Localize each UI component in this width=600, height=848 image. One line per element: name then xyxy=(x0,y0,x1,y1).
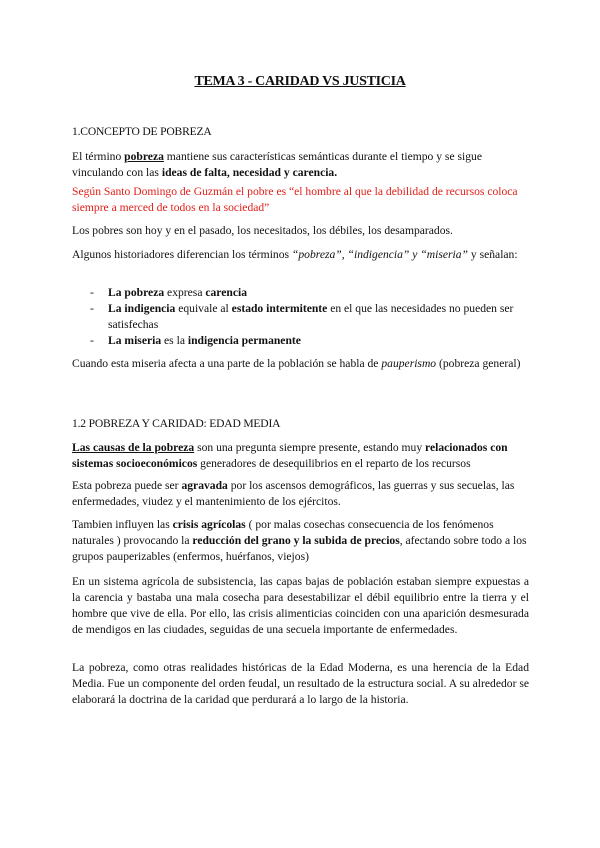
paragraph-herencia-edad-media: La pobreza, como otras realidades históricas de la Edad Moderna, es una herencia de la Edad Media. Fue un componente del orden feudal, un resultado de la estructura social. A su alrededor se elaborará la doctrina de la caridad que perdurará a lo largo de la historia. xyxy=(72,661,529,706)
list-item xyxy=(72,333,529,349)
paragraph-historiadores xyxy=(72,247,529,263)
text-run: equivale al xyxy=(175,302,232,315)
text-run-bold: relacionados con sistemas socioeconómicos xyxy=(72,441,508,470)
section-heading-concepto: 1.CONCEPTO DE POBREZA xyxy=(72,125,212,138)
text-run: (pobreza general) xyxy=(436,357,521,370)
text-run: generadores de desequilibrios en el reparto de los recursos xyxy=(197,457,471,470)
text-run-bold: Las causas de la pobreza xyxy=(72,441,195,454)
dash-bullet: - xyxy=(90,286,94,299)
paragraph-crisis-agricolas xyxy=(72,517,529,565)
text-run: son una pregunta siempre presente, estando muy xyxy=(194,441,426,454)
paragraph-cita-santo-domingo: Según Santo Domingo de Guzmán el pobre es “el hombre al que la debilidad de recursos coloca siempre a merced de todos en la sociedad” xyxy=(72,185,518,214)
text-run: en el que las necesidades no pueden ser satisfechas xyxy=(108,302,514,331)
paragraph-pauperismo xyxy=(72,356,529,372)
text-run-bold: agravada xyxy=(181,479,228,492)
text-run: es la xyxy=(161,334,188,347)
document-title: TEMA 3 - CARIDAD VS JUSTICIA xyxy=(194,74,406,89)
text-run: Cuando esta miseria afecta a una parte de la población se habla de xyxy=(72,357,382,370)
section-heading-edad-media: 1.2 POBREZA Y CARIDAD: EDAD MEDIA xyxy=(72,417,281,430)
text-run-bold: crisis agrícolas xyxy=(172,518,246,531)
text-run: expresa xyxy=(164,286,206,299)
paragraph-causas xyxy=(72,440,529,472)
text-run-bold: indigencia permanente xyxy=(187,334,301,347)
text-run-italic: pauperismo xyxy=(381,357,437,370)
text-run-bold: estado intermitente xyxy=(231,302,328,315)
text-run-bold: La miseria xyxy=(108,334,162,347)
text-run-bold: La indigencia xyxy=(108,302,176,315)
text-run-bold: ideas de falta, necesidad y carencia. xyxy=(161,166,338,179)
text-run: El término xyxy=(72,150,125,163)
paragraph-agravada xyxy=(72,478,529,510)
text-run: Algunos historiadores diferencian los términos xyxy=(72,248,292,261)
paragraph-pobres: Los pobres son hoy y en el pasado, los necesitados, los débiles, los desamparados. xyxy=(72,224,453,237)
text-run-bold: pobreza xyxy=(124,150,164,163)
text-run: , afectando sobre todo a los grupos pauperizables (enfermos, huérfanos, viejos) xyxy=(72,534,527,563)
text-run: y señalan: xyxy=(468,248,518,261)
paragraph-pobreza-definicion xyxy=(72,149,529,181)
dash-bullet: - xyxy=(90,334,94,347)
list-item xyxy=(72,285,529,301)
text-run: mantiene sus características semánticas durante el tiempo y se sigue vinculando con las xyxy=(72,150,482,179)
text-run: por los ascensos demográficos, las guerras y sus secuelas, las enfermedades, viudez y el mantenimiento de los ejércitos. xyxy=(72,479,515,508)
paragraph-sistema-agricola: En un sistema agrícola de subsistencia, las capas bajas de población estaban siempre expuestas a la carencia y bastaba una mala cosecha para desestabilizar el débil equilibrio entre la tierra y el hombre que vive de ella. Por ello, las crisis alimenticias coinciden con una aparición desmesurada de mendigos en las ciudades, seguidas de una secuela importante de enfermedades. xyxy=(72,575,529,636)
text-run: Esta pobreza puede ser xyxy=(72,479,182,492)
text-run: ( por malas cosechas consecuencia de los fenómenos naturales ) provocando la xyxy=(72,518,494,547)
definitions-list xyxy=(72,285,529,349)
text-run-bold: La pobreza xyxy=(108,286,165,299)
text-run: Tambien influyen las xyxy=(72,518,173,531)
text-run-bold: reducción del grano y la subida de precios xyxy=(192,534,400,547)
list-item xyxy=(72,301,529,333)
text-run-bold: carencia xyxy=(205,286,247,299)
dash-bullet: - xyxy=(90,302,94,315)
text-run-italic: “pobreza”, “indigencia” y “miseria” xyxy=(291,248,468,261)
